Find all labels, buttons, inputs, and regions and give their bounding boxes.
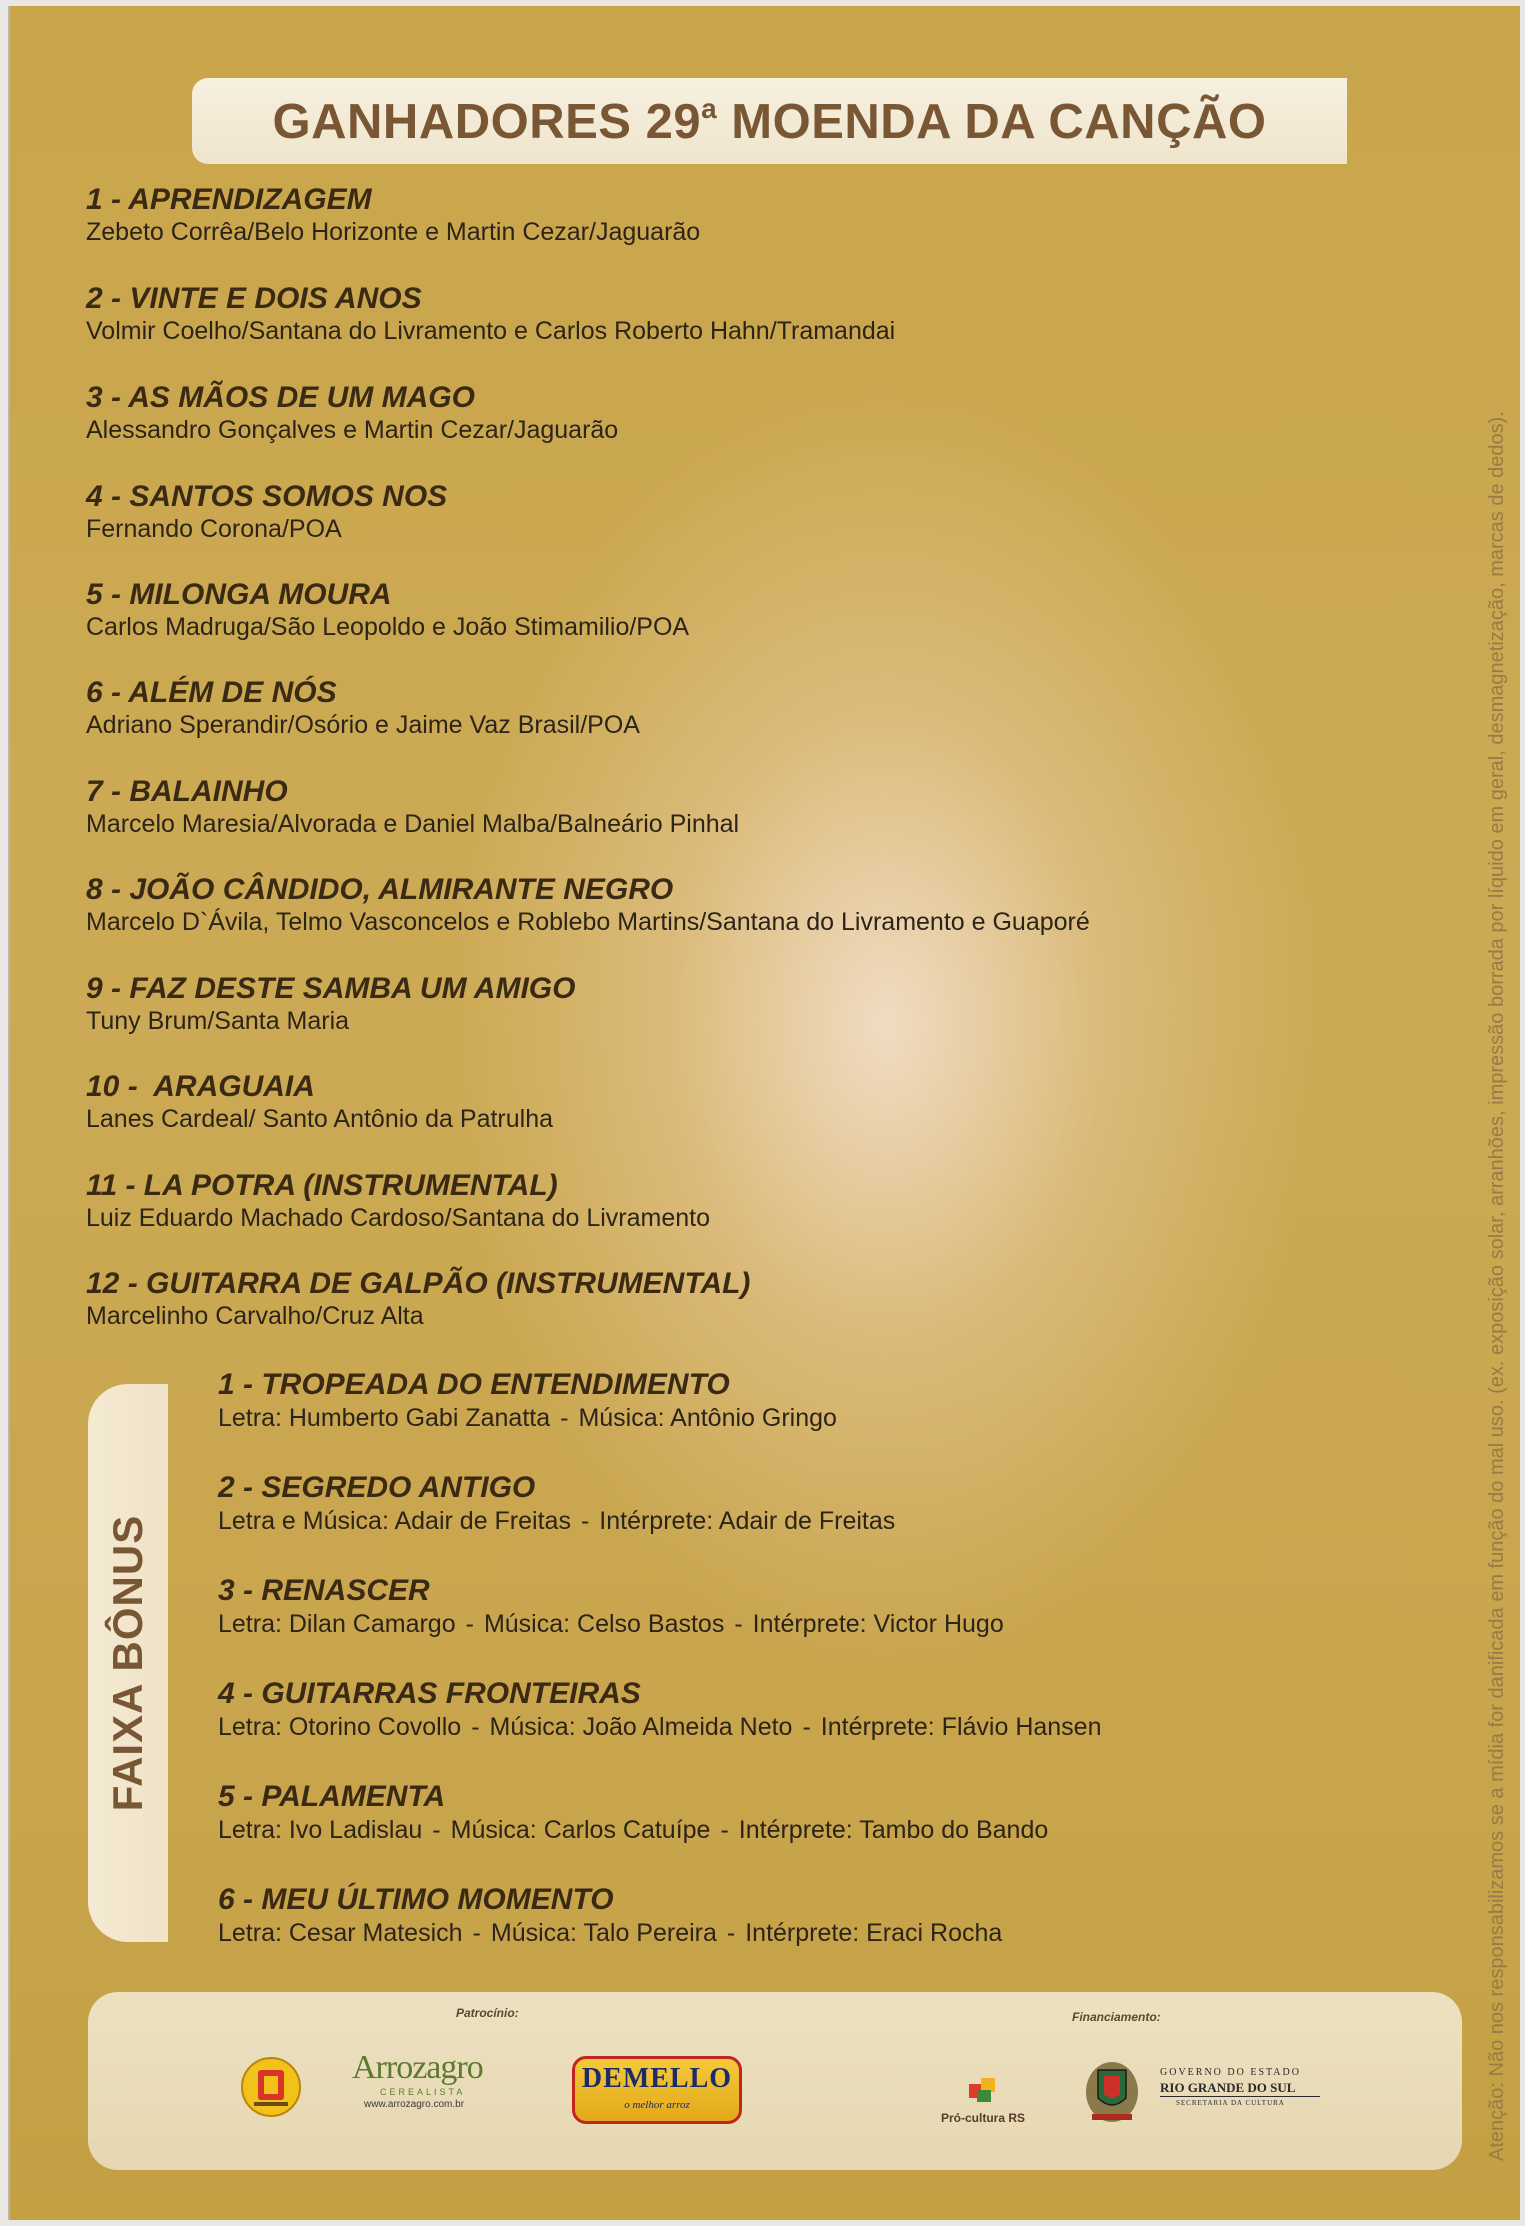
separator: - [580, 1507, 590, 1535]
bonus-track-title: 3 - RENASCER [218, 1574, 430, 1607]
track-title: 3 - AS MÃOS DE UM MAGO [86, 381, 475, 414]
track-credits: Carlos Madruga/São Leopoldo e João Stimamilio/POA [86, 613, 690, 641]
bonus-track-item [218, 1780, 1048, 1846]
track-title: 11 - LA POTRA (INSTRUMENTAL) [86, 1169, 558, 1202]
track-item [86, 1070, 553, 1134]
track-title: 4 - SANTOS SOMOS NOS [86, 480, 448, 513]
track-credits: Marcelinho Carvalho/Cruz Alta [86, 1302, 424, 1330]
track-credits: Lanes Cardeal/ Santo Antônio da Patrulha [86, 1105, 554, 1133]
track-item [86, 775, 739, 839]
credit-musica: Música: Talo Pereira [490, 1919, 717, 1947]
governo-rs-logo [1160, 2066, 1320, 2126]
arrozagro-url: www.arrozagro.com.br [364, 2099, 465, 2110]
governo-line2: RIO GRANDE DO SUL [1160, 2080, 1320, 2097]
separator: - [432, 1816, 441, 1844]
track-title: 1 - APRENDIZAGEM [86, 183, 372, 216]
bonus-track-credits [218, 1814, 1048, 1846]
credit-interprete: Intérprete: Flávio Hansen [820, 1713, 1102, 1741]
credit-letra-musica: Letra e Música: Adair de Freitas [218, 1507, 571, 1535]
procultura-text: Pró-cultura RS [940, 2111, 1025, 2125]
separator: - [726, 1919, 736, 1947]
track-item [86, 480, 447, 544]
track-title: 6 - ALÉM DE NÓS [86, 676, 337, 709]
title-banner [192, 78, 1347, 164]
procultura-icon [963, 2072, 1003, 2106]
track-credits: Tuny Brum/Santa Maria [86, 1007, 350, 1035]
governo-line3: SECRETARIA DA CULTURA [1176, 2099, 1285, 2107]
arrozagro-subtitle: CEREALISTA [380, 2087, 466, 2097]
separator: - [560, 1404, 569, 1432]
page-title [273, 93, 1267, 150]
credit-interprete: Intérprete: Tambo do Bando [738, 1816, 1049, 1844]
track-title: 2 - VINTE E DOIS ANOS [86, 282, 422, 315]
track-title: 8 - JOÃO CÂNDIDO, ALMIRANTE NEGRO [86, 873, 674, 906]
track-item [86, 873, 1090, 937]
credit-letra: Letra: Humberto Gabi Zanatta [218, 1404, 551, 1432]
credit-interprete: Intérprete: Adair de Freitas [599, 1507, 896, 1535]
sponsor-bar [88, 1992, 1462, 2170]
track-item [86, 972, 575, 1036]
track-title: 5 - MILONGA MOURA [86, 578, 392, 611]
track-credits: Adriano Sperandir/Osório e Jaime Vaz Brasil/POA [86, 711, 640, 739]
bonus-track-title: 2 - SEGREDO ANTIGO [218, 1471, 536, 1504]
credit-interprete: Intérprete: Victor Hugo [752, 1610, 1004, 1638]
credit-letra: Letra: Otorino Covollo [218, 1713, 462, 1741]
track-item [86, 381, 618, 445]
separator: - [734, 1610, 743, 1638]
credit-interprete: Intérprete: Eraci Rocha [745, 1919, 1003, 1947]
arrozagro-logo [352, 2050, 502, 2134]
credit-letra: Letra: Cesar Matesich [218, 1919, 463, 1947]
track-item [86, 1169, 710, 1233]
demello-logo [572, 2056, 742, 2124]
bonus-track-title: 1 - TROPEADA DO ENTENDIMENTO [218, 1368, 730, 1401]
track-credits: Luiz Eduardo Machado Cardoso/Santana do Livramento [86, 1204, 711, 1232]
bonus-track-title: 5 - PALAMENTA [218, 1780, 446, 1813]
track-credits: Alessandro Gonçalves e Martin Cezar/Jaguarão [86, 416, 619, 444]
title-rest: MOENDA DA CANÇÃO [717, 94, 1267, 149]
bonus-track-item [218, 1883, 1002, 1949]
arrozagro-name: Arrozagro [352, 2049, 483, 2086]
bonus-track-credits [218, 1608, 1004, 1640]
bonus-track-item [218, 1677, 1101, 1743]
credit-musica: Música: Celso Bastos [483, 1610, 725, 1638]
title-main: GANHADORES 29 [272, 94, 702, 149]
track-item [86, 282, 895, 346]
procultura-logo [928, 2072, 1038, 2142]
track-title: 12 - GUITARRA DE GALPÃO (INSTRUMENTAL) [86, 1267, 751, 1300]
credit-letra: Letra: Ivo Ladislau [218, 1816, 423, 1844]
credit-musica: Música: Carlos Catuípe [450, 1816, 711, 1844]
financiamento-label: Financiamento: [1072, 2010, 1161, 2024]
bonus-track-item [218, 1574, 1004, 1640]
track-item [86, 578, 689, 642]
bonus-track-item [218, 1368, 837, 1434]
track-item [86, 1267, 750, 1331]
credit-letra: Letra: Dilan Camargo [218, 1610, 456, 1638]
title-superscript: a [701, 92, 718, 124]
bonus-track-title: 4 - GUITARRAS FRONTEIRAS [218, 1677, 641, 1710]
sponsor-badge-icon [240, 2056, 302, 2118]
coat-of-arms-icon [1084, 2056, 1140, 2126]
separator: - [471, 1713, 480, 1741]
track-credits: Marcelo D`Ávila, Telmo Vasconcelos e Roblebo Martins/Santana do Livramento e Guaporé [86, 908, 1090, 936]
track-title: 7 - BALAINHO [86, 775, 288, 808]
track-item [86, 676, 640, 740]
demello-name: DEMELLO [581, 2063, 733, 2094]
separator: - [802, 1713, 811, 1741]
cd-back-cover [8, 6, 1520, 2220]
track-title: 9 - FAZ DESTE SAMBA UM AMIGO [86, 972, 576, 1005]
track-credits: Volmir Coelho/Santana do Livramento e Carlos Roberto Hahn/Tramandai [86, 317, 896, 345]
bonus-label: FAIXA BÔNUS [104, 1514, 151, 1812]
bonus-track-credits [218, 1917, 1002, 1949]
track-credits: Marcelo Maresia/Alvorada e Daniel Malba/Balneário Pinhal [86, 810, 740, 838]
separator: - [720, 1816, 729, 1844]
track-credits: Zebeto Corrêa/Belo Horizonte e Martin Cezar/Jaguarão [86, 218, 701, 246]
demello-subtitle: o melhor arroz [624, 2099, 690, 2111]
separator: - [465, 1610, 474, 1638]
track-credits: Fernando Corona/POA [86, 515, 342, 543]
bonus-track-item [218, 1471, 895, 1537]
warning-text: Atenção: Não nos responsabilizamos se a mídia for danificada em função do mal uso. (ex. exposição solar, arranhões, impressão borrada por líquido em geral, desmagnetização, marcas de dedos). [1486, 411, 1508, 2161]
separator: - [472, 1919, 481, 1947]
credit-musica: Música: Antônio Gringo [578, 1404, 837, 1432]
bonus-tab [88, 1384, 168, 1942]
bonus-track-credits [218, 1402, 837, 1434]
governo-line1: GOVERNO DO ESTADO [1160, 2067, 1301, 2078]
track-item [86, 183, 700, 247]
bonus-track-credits [218, 1711, 1101, 1743]
credit-musica: Música: João Almeida Neto [489, 1713, 793, 1741]
bonus-track-credits [218, 1505, 895, 1537]
bonus-track-title: 6 - MEU ÚLTIMO MOMENTO [218, 1883, 614, 1916]
patrocinio-label: Patrocínio: [456, 2006, 519, 2020]
track-title: 10 - ARAGUAIA [86, 1070, 315, 1103]
